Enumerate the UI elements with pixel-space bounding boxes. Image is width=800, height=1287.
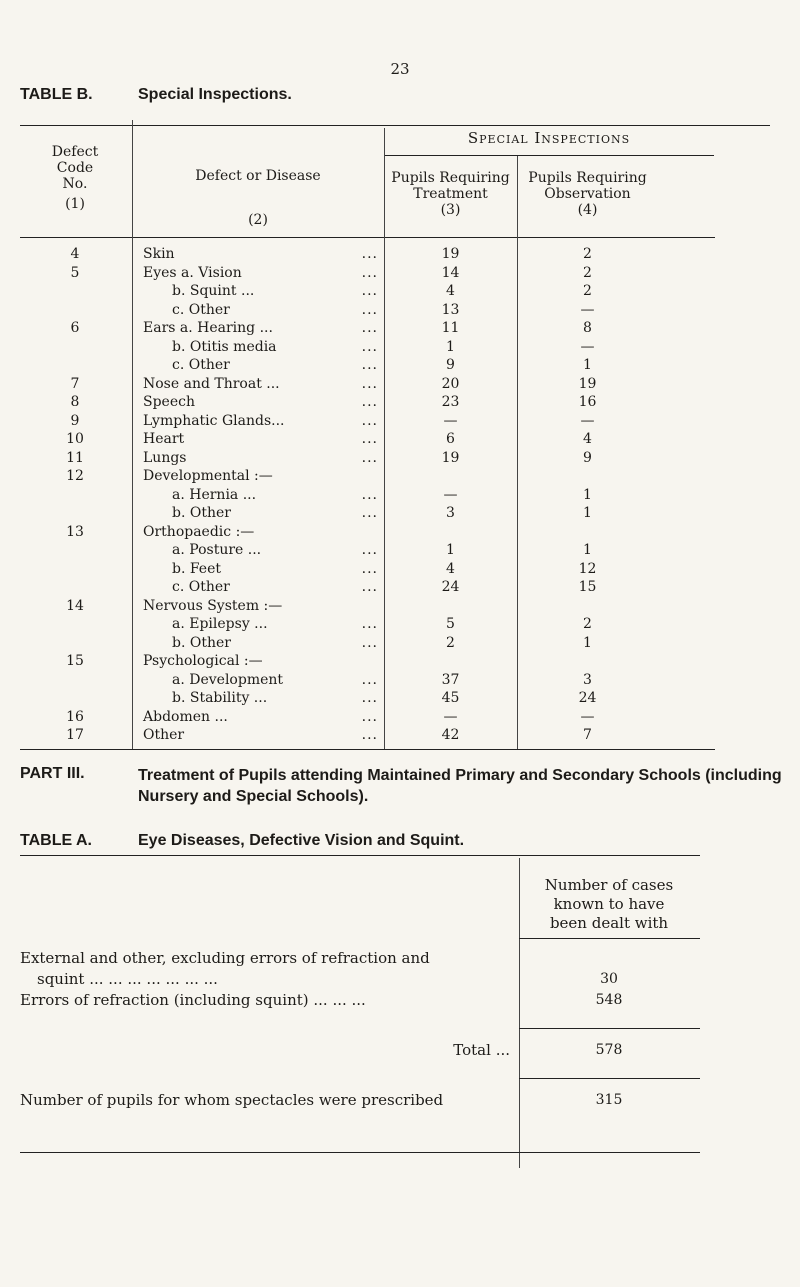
row-code: 12 — [66, 468, 84, 484]
header-treatment — [384, 170, 517, 218]
table-row — [0, 727, 800, 744]
row-defect-name: b. Feet — [172, 560, 222, 577]
row-leader-dots: ... — [361, 671, 378, 688]
header-special-inspections: Special Inspections — [467, 129, 631, 147]
table-row — [0, 653, 800, 670]
table-row — [0, 413, 800, 430]
row-treatment-count: 42 — [441, 727, 460, 743]
row-defect-name: a. Epilepsy ... — [172, 616, 268, 632]
row-leader-dots: ... — [361, 431, 378, 447]
row-code: 16 — [66, 708, 84, 725]
row-treatment-count: 1 — [446, 338, 455, 355]
row-leader-dots: ... — [361, 690, 378, 706]
row-defect-name: b. Other — [172, 634, 231, 651]
part-iii-label: PART III. — [20, 765, 85, 782]
row-observation-count: 12 — [578, 560, 597, 577]
table-row — [0, 487, 800, 504]
row-treatment-count: — — [443, 486, 458, 503]
row-defect-name: b. Otitis media — [172, 338, 277, 355]
row-defect-name: Nervous System :— — [143, 597, 283, 614]
row-observation-count: 15 — [578, 579, 597, 595]
row-defect-name: Other — [143, 727, 185, 743]
row-treatment-count: — — [443, 708, 458, 725]
row-treatment-count: 4 — [446, 560, 455, 577]
row-code: 6 — [70, 320, 80, 336]
header-observation — [517, 170, 658, 218]
row-defect-name: Nose and Throat ... — [143, 375, 280, 392]
row-defect-name: b. Stability ... — [172, 690, 268, 706]
header-observation-line2: Observation — [544, 186, 631, 202]
header-defect: Defect — [51, 144, 99, 160]
page-number: 23 — [390, 60, 410, 78]
row-treatment-count: 6 — [446, 431, 455, 447]
external-line1: External and other, excluding errors of refraction and — [20, 949, 430, 967]
row-treatment-count: 11 — [441, 320, 460, 336]
row-leader-dots: ... — [361, 264, 378, 281]
row-defect-name: Lymphatic Glands... — [143, 412, 285, 429]
row-observation-count: 1 — [583, 486, 592, 503]
table-a-total-rule — [519, 1028, 700, 1029]
header-col2-number: (2) — [248, 212, 268, 228]
row-observation-count: 7 — [583, 727, 592, 743]
spectacles-value: 315 — [595, 1092, 623, 1108]
row-code: 14 — [66, 597, 84, 614]
row-leader-dots: ... — [361, 246, 378, 262]
table-b-group-rule — [384, 155, 714, 156]
row-defect-name: a. Development — [172, 671, 284, 688]
header-no: No. — [62, 176, 88, 192]
row-defect-name: Lungs — [143, 449, 187, 466]
table-a-title: Eye Diseases, Defective Vision and Squint. — [138, 832, 465, 849]
row-treatment-count: 14 — [441, 264, 460, 281]
row-treatment-count: 19 — [441, 449, 460, 466]
row-code: 11 — [66, 449, 84, 466]
table-row — [0, 450, 800, 467]
refraction-value: 548 — [595, 992, 623, 1008]
external-value: 30 — [600, 971, 618, 987]
table-row — [0, 265, 800, 282]
row-leader-dots: ... — [361, 283, 378, 299]
header-code: Code — [56, 160, 94, 176]
row-defect-name: Eyes a. Vision — [143, 264, 242, 281]
row-defect-name: Orthopaedic :— — [143, 523, 255, 540]
row-leader-dots: ... — [361, 579, 378, 595]
table-row — [0, 598, 800, 615]
row-leader-dots: ... — [361, 338, 378, 355]
row-leader-dots: ... — [361, 486, 378, 503]
table-row — [0, 394, 800, 411]
header-defect-code — [20, 144, 130, 212]
table-row — [0, 561, 800, 578]
row-treatment-count: 4 — [446, 283, 455, 299]
row-observation-count: 1 — [583, 634, 592, 651]
table-b-label: TABLE B. — [20, 86, 93, 103]
table-a-top-rule — [20, 855, 700, 856]
table-row — [0, 505, 800, 522]
row-code: 17 — [66, 727, 84, 743]
table-row — [0, 376, 800, 393]
row-leader-dots: ... — [361, 616, 378, 632]
row-defect-name: Psychological :— — [143, 653, 263, 669]
row-observation-count: 1 — [583, 357, 592, 373]
table-row — [0, 524, 800, 541]
table-a-spectacles-rule — [519, 1078, 700, 1079]
part-iii-title: Treatment of Pupils attending Maintained Primary and Secondary Schools (including Nursery and Special Schools). — [138, 767, 782, 805]
table-row — [0, 672, 800, 689]
table-row — [0, 616, 800, 633]
header-treatment-line1: Pupils Requiring — [391, 170, 510, 186]
row-leader-dots: ... — [361, 412, 378, 429]
row-leader-dots: ... — [361, 708, 378, 725]
row-code: 15 — [66, 653, 84, 669]
table-row — [0, 635, 800, 652]
row-observation-count: 1 — [583, 505, 592, 521]
refraction-label: Errors of refraction (including squint) ... ... ... — [20, 991, 366, 1009]
row-treatment-count: 9 — [446, 357, 455, 373]
row-leader-dots: ... — [361, 375, 378, 392]
row-defect-name: Speech — [143, 394, 195, 410]
table-row — [0, 246, 800, 263]
row-defect-name: c. Other — [172, 301, 230, 318]
row-observation-count: 19 — [578, 375, 597, 392]
row-leader-dots: ... — [361, 301, 378, 318]
table-a-bottom-rule — [20, 1152, 700, 1153]
total-value: 578 — [595, 1042, 623, 1058]
row-observation-count: 2 — [583, 283, 592, 299]
table-row — [0, 690, 800, 707]
header-treatment-line2: Treatment — [413, 186, 488, 202]
header-col3-number: (3) — [440, 202, 461, 218]
row-observation-count: 2 — [583, 246, 592, 262]
spectacles-label: Number of pupils for whom spectacles were prescribed — [20, 1091, 444, 1109]
row-defect-name: Developmental :— — [143, 468, 273, 484]
row-leader-dots: ... — [361, 634, 378, 651]
row-observation-count: — — [580, 708, 595, 725]
table-a-header-rule — [519, 938, 700, 939]
row-code: 5 — [70, 264, 80, 281]
row-code: 7 — [70, 375, 80, 392]
row-code: 13 — [66, 523, 84, 540]
row-defect-name: Heart — [143, 431, 185, 447]
row-treatment-count: 13 — [441, 301, 460, 318]
row-leader-dots: ... — [361, 394, 378, 410]
row-observation-count: — — [580, 412, 595, 429]
row-defect-name: b. Other — [172, 505, 231, 521]
table-row — [0, 542, 800, 559]
total-label: Total ... — [453, 1041, 510, 1059]
row-defect-name: Skin — [143, 246, 175, 262]
row-observation-count: 9 — [583, 449, 592, 466]
row-treatment-count: 5 — [446, 616, 455, 632]
row-observation-count: 24 — [578, 690, 597, 706]
header-disease: Defect or Disease — [195, 168, 321, 184]
row-leader-dots: ... — [361, 560, 378, 577]
row-code: 10 — [66, 431, 84, 447]
row-treatment-count: 2 — [446, 634, 455, 651]
row-treatment-count: 20 — [441, 375, 460, 392]
col-header-line3: been dealt with — [549, 914, 669, 932]
row-leader-dots: ... — [361, 505, 378, 521]
row-treatment-count: — — [443, 412, 458, 429]
row-code: 4 — [70, 246, 80, 262]
table-b-bottom-rule — [20, 749, 715, 750]
row-observation-count: 4 — [583, 431, 592, 447]
table-row — [0, 468, 800, 485]
row-leader-dots: ... — [361, 357, 378, 373]
external-line2: squint ... ... ... ... ... ... ... — [37, 970, 218, 988]
row-leader-dots: ... — [361, 320, 378, 336]
row-treatment-count: 37 — [441, 671, 460, 688]
table-row — [0, 283, 800, 300]
row-observation-count: 3 — [583, 671, 592, 688]
row-treatment-count: 45 — [441, 690, 460, 706]
row-defect-name: a. Hernia ... — [172, 486, 257, 503]
row-treatment-count: 19 — [441, 246, 460, 262]
col-header-line2: known to have — [553, 895, 665, 913]
row-treatment-count: 3 — [446, 505, 455, 521]
table-row — [0, 709, 800, 726]
row-treatment-count: 24 — [441, 579, 460, 595]
row-defect-name: c. Other — [172, 579, 230, 595]
row-leader-dots: ... — [361, 727, 378, 743]
table-row — [0, 302, 800, 319]
table-row — [0, 431, 800, 448]
row-code: 9 — [70, 412, 80, 429]
row-observation-count: 16 — [578, 394, 597, 410]
row-defect-name: c. Other — [172, 357, 230, 373]
col-header-line1: Number of cases — [544, 876, 674, 894]
table-a-col-header — [519, 876, 699, 933]
header-col1-number: (1) — [65, 196, 85, 212]
row-observation-count: — — [580, 301, 595, 318]
row-treatment-count: 23 — [441, 394, 460, 410]
row-observation-count: 2 — [583, 264, 592, 281]
row-defect-name: b. Squint ... — [172, 283, 255, 299]
row-observation-count: 2 — [583, 616, 592, 632]
row-leader-dots: ... — [361, 449, 378, 466]
header-col4-number: (4) — [577, 202, 598, 218]
row-code: 8 — [70, 394, 80, 410]
row-treatment-count: 1 — [446, 542, 455, 558]
table-row — [0, 339, 800, 356]
row-defect-name: Abdomen ... — [143, 708, 228, 725]
row-defect-name: a. Posture ... — [172, 542, 262, 558]
table-row — [0, 357, 800, 374]
table-b-header-rule — [20, 237, 715, 238]
header-observation-line1: Pupils Requiring — [528, 170, 647, 186]
table-a-label: TABLE A. — [20, 832, 92, 849]
table-row — [0, 320, 800, 337]
row-leader-dots: ... — [361, 542, 378, 558]
row-observation-count: — — [580, 338, 595, 355]
row-observation-count: 1 — [583, 542, 592, 558]
table-b-title: Special Inspections. — [138, 86, 292, 103]
table-row — [0, 579, 800, 596]
row-observation-count: 8 — [583, 320, 592, 336]
row-defect-name: Ears a. Hearing ... — [143, 320, 273, 336]
